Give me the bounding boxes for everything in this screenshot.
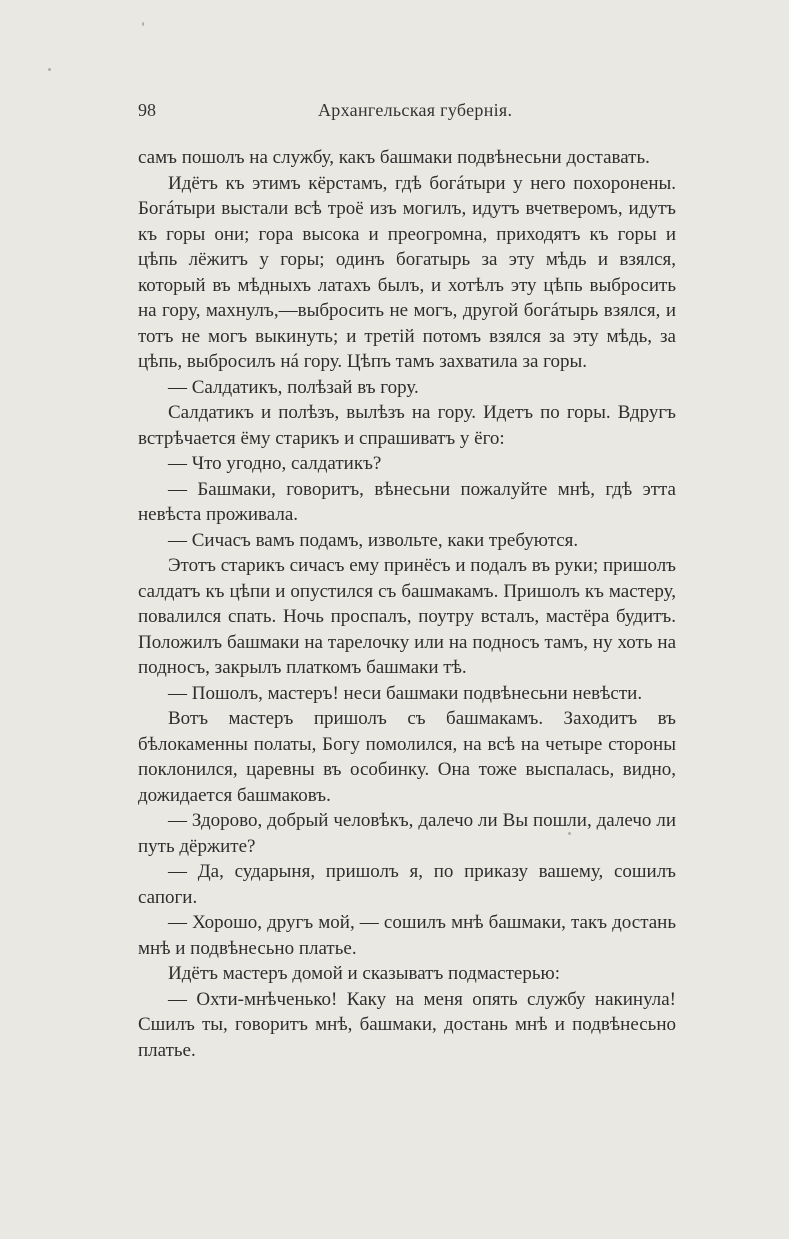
- running-title: Архангельская губернія.: [318, 100, 513, 120]
- body-text: [138, 145, 676, 1063]
- page-header: [138, 100, 678, 124]
- paper-speck: [48, 68, 51, 71]
- paragraph: самъ пошолъ на службу, какъ башмаки подвѣнесьни доставать.: [138, 147, 650, 168]
- paragraph: — Здорово, добрый человѣкъ, далечо ли Вы пошли, далечо ли путь дёржите?: [138, 810, 676, 857]
- paragraph: Этотъ старикъ сичасъ ему принёсъ и подалъ въ руки; пришолъ салдатъ къ цѣпи и опустился съ башмакамъ. Пришолъ къ мастеру, повалился спать. Ночь проспалъ, поутру всталъ, мастёра будитъ. Положилъ башмаки на тарелочку или на подносъ тамъ, ну хоть на подносъ, закрылъ платкомъ башмаки тѣ.: [138, 555, 676, 678]
- page-number: 98: [138, 100, 156, 120]
- paragraph: — Башмаки, говоритъ, вѣнесьни пожалуйте мнѣ, гдѣ этта невѣста проживала.: [138, 478, 676, 525]
- paragraph: Салдатикъ и полѣзъ, вылѣзъ на гору. Идетъ по горы. Вдругъ встрѣчается ёму старикъ и спрашиватъ у ёго:: [138, 402, 676, 449]
- paragraph: — Пошолъ, мастеръ! неси башмаки подвѣнесьни невѣсти.: [168, 682, 643, 704]
- paragraph: — Хорошо, другъ мой, — сошилъ мнѣ башмаки, такъ достань мнѣ и подвѣнесьно платье.: [138, 912, 676, 959]
- paragraph: — Охти-мнѣченько! Каку на меня опять службу накинула! Сшилъ ты, говоритъ мнѣ, башмаки, достань мнѣ и подвѣнесьно платье.: [138, 988, 676, 1061]
- paragraph: Идётъ къ этимъ кёрстамъ, гдѣ богáтыри у него похоронены. Богáтыри выстали всѣ троё изъ могилъ, идутъ вчетверомъ, идутъ къ горы они; гора высока и преогромна, приходятъ къ горы и цѣпь лёжитъ у горы; одинъ богатырь за эту мѣдь и взялся, который въ мѣдныхъ латахъ былъ, и хотѣлъ эту цѣпь выбросить на гору, махнулъ,—выбросить не могъ, другой богáтырь взялся, и тотъ не могъ выкинуть; и третій потомъ взялся за эту мѣдь, за цѣпь, выбросилъ нá гору. Цѣпъ тамъ захватила за горы.: [138, 172, 676, 372]
- paragraph: — Салдатикъ, полѣзай въ гору.: [168, 376, 419, 398]
- paper-speck: [142, 22, 144, 26]
- paragraph: — Что угодно, салдатикъ?: [168, 453, 382, 474]
- paragraph: — Сичасъ вамъ подамъ, извольте, каки требуются.: [168, 529, 579, 551]
- paragraph: Идётъ мастеръ домой и сказыватъ подмастерью:: [168, 963, 560, 984]
- paragraph: — Да, сударыня, пришолъ я, по приказу вашему, сошилъ сапоги.: [138, 861, 676, 908]
- paragraph: Вотъ мастеръ пришолъ съ башмакамъ. Заходитъ въ бѣлокаменны полаты, Богу помолился, на всѣ на четыре стороны поклонился, царевны въ особинку. Она тоже выспалась, видно, дожидается башмаковъ.: [138, 708, 676, 806]
